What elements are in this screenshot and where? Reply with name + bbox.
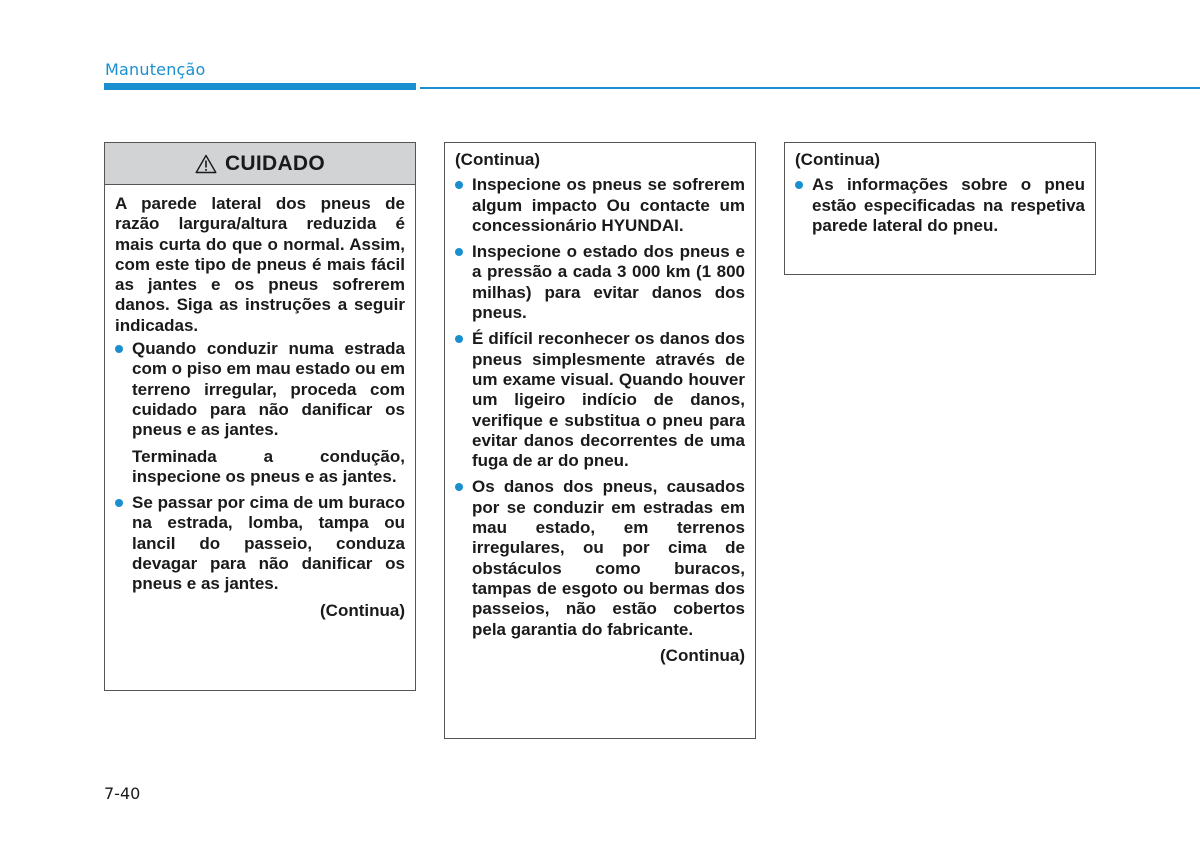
bullet-text: Se passar por cima de um buraco na estrada, lomba, tampa ou lancil do passeio, conduza devagar para não danificar os pneus e as jantes. [132, 493, 405, 594]
list-item [795, 175, 1085, 236]
header-rule-thin [420, 87, 1200, 89]
page-number: 7-40 [104, 784, 141, 803]
caution-box [104, 142, 416, 691]
middle-bullet-list [455, 175, 745, 640]
continue-label-top: (Continua) [455, 150, 540, 169]
middle-content [445, 143, 755, 666]
continue-label: (Continua) [320, 600, 405, 620]
continued-box-middle [444, 142, 756, 739]
bullet-dot-icon [795, 181, 803, 189]
bullet-text: Os danos dos pneus, causados por se conduzir em estradas em mau estado, em terrenos irregulares, ou por cima de obstáculos como buracos, tampas de esgoto ou bermas dos passeios, não estão cobertos pela garantia do fabricante. [472, 477, 745, 639]
list-item [115, 493, 405, 594]
bullet-dot-icon [115, 345, 123, 353]
right-content [785, 143, 1095, 236]
section-title: Manutenção [105, 60, 206, 79]
bullet-text: Quando conduzir numa estrada com o piso em mau estado ou em terreno irregular, proceda com cuidado para não danificar os pneus e as jantes. [132, 339, 406, 440]
header-rule-thick [104, 83, 416, 90]
bullet-dot-icon [455, 248, 463, 256]
caution-content [105, 194, 415, 621]
bullet-dot-icon [455, 181, 463, 189]
list-item [455, 175, 745, 236]
bullet-text: As informações sobre o pneu estão especificadas na respetiva parede lateral do pneu. [812, 175, 1085, 235]
continued-box-right [784, 142, 1096, 275]
caution-followup: Terminada a condução, inspecione os pneus e as jantes. [132, 446, 405, 486]
warning-triangle-icon [195, 154, 217, 174]
bullet-dot-icon [115, 499, 123, 507]
caution-title: CUIDADO [224, 151, 326, 175]
bullet-text: É difícil reconhecer os danos dos pneus simplesmente através de um exame visual. Quando houver um ligeiro indício de danos, verifique e substitua o pneu para evitar danos decorrentes de uma fuga de ar do pneu. [472, 329, 745, 471]
list-item [455, 242, 745, 323]
list-item [115, 339, 405, 440]
list-item [455, 329, 745, 471]
bullet-text: Inspecione o estado dos pneus e a pressão a cada 3 000 km (1 800 milhas) para evitar danos dos pneus. [472, 242, 745, 323]
bullet-dot-icon [455, 483, 463, 491]
caution-header [105, 143, 415, 185]
continue-label-top: (Continua) [795, 150, 880, 169]
bullet-text: Inspecione os pneus se sofrerem algum impacto Ou contacte um concessionário HYUNDAI. [472, 175, 745, 235]
right-bullet-list [795, 175, 1085, 236]
caution-bullet-list [115, 339, 405, 440]
continue-label-bottom: (Continua) [660, 645, 745, 665]
caution-intro: A parede lateral dos pneus de razão largura/altura reduzida é mais curta do que o normal. Assim, com este tipo de pneus é mais fácil as jantes e os pneus sofrerem danos. Siga as instruções a seguir indicadas. [115, 194, 405, 335]
list-item [455, 477, 745, 639]
caution-bullet-list-2 [115, 493, 405, 594]
bullet-dot-icon [455, 335, 463, 343]
